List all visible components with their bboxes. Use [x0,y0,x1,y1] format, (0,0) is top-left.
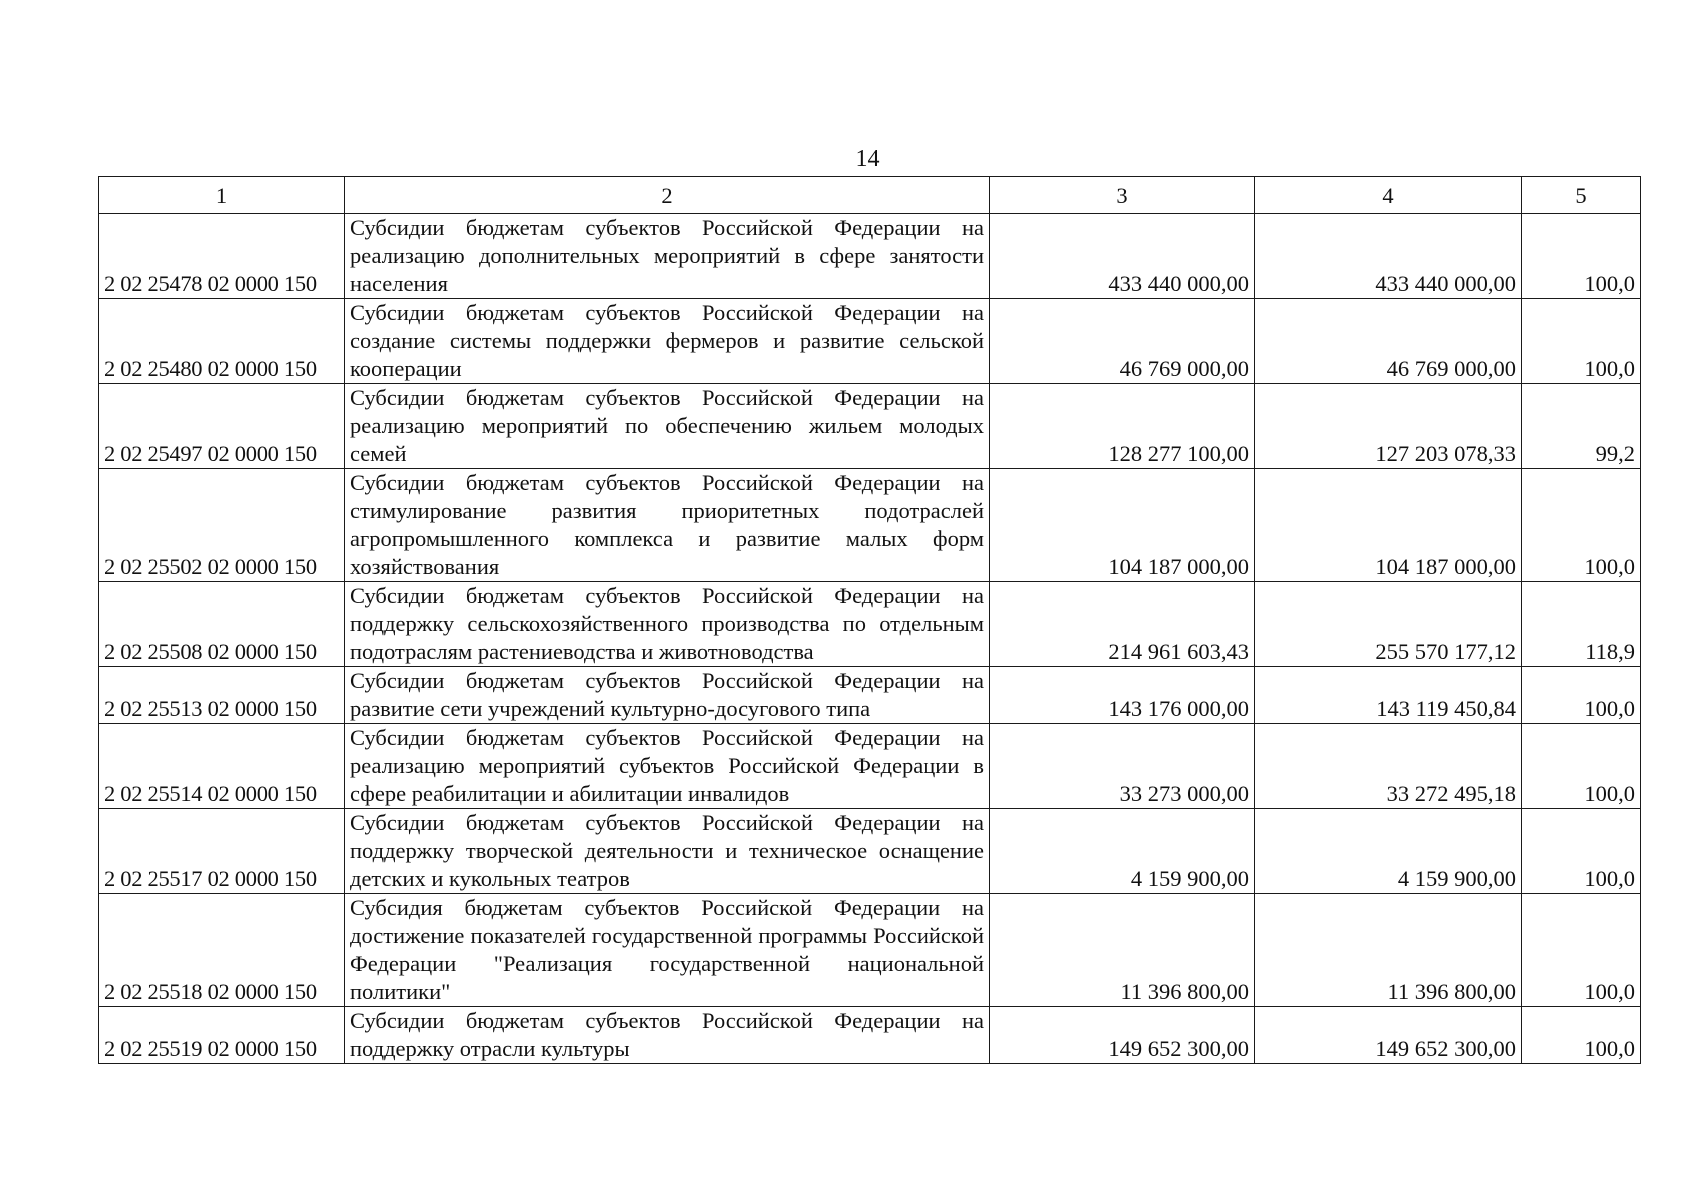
table-row [99,667,1641,724]
row-percent: 100,0 [1522,1007,1641,1064]
row-planned: 46 769 000,00 [990,299,1255,384]
row-name: Субсидии бюджетам субъектов Российской Федерации на реализацию мероприятий субъектов Российской Федерации в сфере реабилитации и абилитации инвалидов [345,724,990,809]
row-name: Субсидии бюджетам субъектов Российской Федерации на поддержку творческой деятельности и техническое оснащение детских и кукольных театров [345,809,990,894]
row-name: Субсидии бюджетам субъектов Российской Федерации на стимулирование развития приоритетных подотраслей агропромышленного комплекса и развитие малых форм хозяйствования [345,469,990,582]
budget-table [98,176,1641,1064]
row-actual: 11 396 800,00 [1255,894,1522,1007]
row-code: 2 02 25502 02 0000 150 [99,469,345,582]
table-row [99,894,1641,1007]
row-percent: 100,0 [1522,299,1641,384]
row-code: 2 02 25518 02 0000 150 [99,894,345,1007]
page-number: 14 [855,146,880,172]
header-col-3: 3 [990,177,1255,214]
row-actual: 433 440 000,00 [1255,214,1522,299]
row-actual: 4 159 900,00 [1255,809,1522,894]
row-code: 2 02 25514 02 0000 150 [99,724,345,809]
row-code: 2 02 25513 02 0000 150 [99,667,345,724]
row-planned: 143 176 000,00 [990,667,1255,724]
row-actual: 127 203 078,33 [1255,384,1522,469]
table-row [99,1007,1641,1064]
table-row [99,582,1641,667]
row-percent: 99,2 [1522,384,1641,469]
row-code: 2 02 25497 02 0000 150 [99,384,345,469]
row-planned: 4 159 900,00 [990,809,1255,894]
row-percent: 100,0 [1522,809,1641,894]
row-percent: 100,0 [1522,469,1641,582]
header-col-2: 2 [345,177,990,214]
table-row [99,809,1641,894]
header-row [99,177,1641,214]
row-planned: 11 396 800,00 [990,894,1255,1007]
table-row [99,469,1641,582]
row-actual: 149 652 300,00 [1255,1007,1522,1064]
table-header [99,177,1641,214]
row-actual: 33 272 495,18 [1255,724,1522,809]
row-planned: 128 277 100,00 [990,384,1255,469]
row-name: Субсидии бюджетам субъектов Российской Федерации на реализацию дополнительных мероприятий в сфере занятости населения [345,214,990,299]
row-planned: 104 187 000,00 [990,469,1255,582]
row-name: Субсидия бюджетам субъектов Российской Федерации на достижение показателей государственной программы Российской Федерации "Реализация государственной национальной политики" [345,894,990,1007]
row-code: 2 02 25480 02 0000 150 [99,299,345,384]
row-planned: 33 273 000,00 [990,724,1255,809]
row-actual: 104 187 000,00 [1255,469,1522,582]
row-name: Субсидии бюджетам субъектов Российской Федерации на создание системы поддержки фермеров и развитие сельской кооперации [345,299,990,384]
row-name: Субсидии бюджетам субъектов Российской Федерации на поддержку сельскохозяйственного производства по отдельным подотраслям растениеводства и животноводства [345,582,990,667]
row-code: 2 02 25508 02 0000 150 [99,582,345,667]
row-percent: 100,0 [1522,894,1641,1007]
row-percent: 118,9 [1522,582,1641,667]
row-planned: 149 652 300,00 [990,1007,1255,1064]
row-name: Субсидии бюджетам субъектов Российской Федерации на развитие сети учреждений культурно-досугового типа [345,667,990,724]
row-planned: 433 440 000,00 [990,214,1255,299]
table-row [99,724,1641,809]
table-body [99,214,1641,1064]
header-col-1: 1 [99,177,345,214]
row-percent: 100,0 [1522,667,1641,724]
row-code: 2 02 25519 02 0000 150 [99,1007,345,1064]
row-planned: 214 961 603,43 [990,582,1255,667]
table-row [99,384,1641,469]
row-actual: 255 570 177,12 [1255,582,1522,667]
row-code: 2 02 25478 02 0000 150 [99,214,345,299]
row-actual: 46 769 000,00 [1255,299,1522,384]
header-col-5: 5 [1522,177,1641,214]
table-row [99,214,1641,299]
row-actual: 143 119 450,84 [1255,667,1522,724]
header-col-4: 4 [1255,177,1522,214]
table-row [99,299,1641,384]
row-percent: 100,0 [1522,724,1641,809]
row-name: Субсидии бюджетам субъектов Российской Федерации на реализацию мероприятий по обеспечению жильем молодых семей [345,384,990,469]
row-percent: 100,0 [1522,214,1641,299]
row-code: 2 02 25517 02 0000 150 [99,809,345,894]
row-name: Субсидии бюджетам субъектов Российской Федерации на поддержку отрасли культуры [345,1007,990,1064]
